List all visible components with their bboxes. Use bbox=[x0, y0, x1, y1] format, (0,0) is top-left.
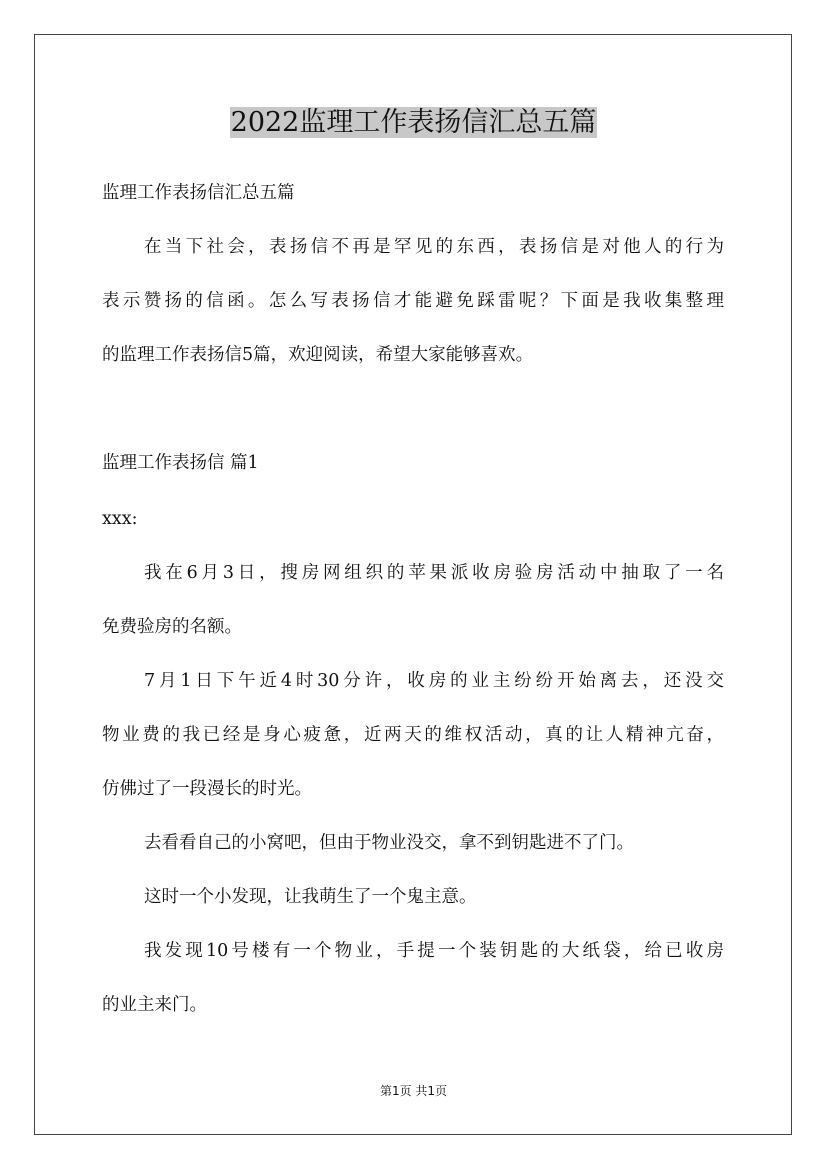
intro-line-1: 在当下社会，表扬信不再是罕见的东西，表扬信是对他人的行为 bbox=[144, 237, 724, 257]
body-line-6: 去看看自己的小窝吧，但由于物业没交，拿不到钥匙进不了门。 bbox=[144, 833, 634, 853]
body-line-9: 的业主来门。 bbox=[102, 995, 207, 1015]
salutation: xxx: bbox=[102, 509, 138, 529]
body-line-7: 这时一个小发现，让我萌生了一个鬼主意。 bbox=[144, 887, 477, 907]
body-line-4: 物业费的我已经是身心疲惫，近两天的维权活动，真的让人精神亢奋， bbox=[102, 725, 724, 745]
page-number: 第1页 共1页 bbox=[379, 1084, 448, 1098]
document-title: 2022监理工作表扬信汇总五篇 bbox=[230, 107, 597, 138]
body-line-5: 仿佛过了一段漫长的时光。 bbox=[102, 779, 312, 799]
body-line-3: 7月1日下午近4时30分许，收房的业主纷纷开始离去，还没交 bbox=[144, 671, 724, 691]
intro-line-3: 的监理工作表扬信5篇，欢迎阅读，希望大家能够喜欢。 bbox=[102, 345, 534, 365]
intro-line-2: 表示赞扬的信函。怎么写表扬信才能避免踩雷呢？下面是我收集整理 bbox=[102, 291, 724, 311]
body-line-8: 我发现10号楼有一个物业，手提一个装钥匙的大纸袋，给已收房 bbox=[144, 941, 724, 961]
body-line-2: 免费验房的名额。 bbox=[102, 617, 242, 637]
document-subtitle: 监理工作表扬信汇总五篇 bbox=[102, 183, 295, 203]
section-heading: 监理工作表扬信 篇1 bbox=[102, 453, 259, 473]
body-line-1: 我在6月3日，搜房网组织的苹果派收房验房活动中抽取了一名 bbox=[144, 563, 724, 583]
